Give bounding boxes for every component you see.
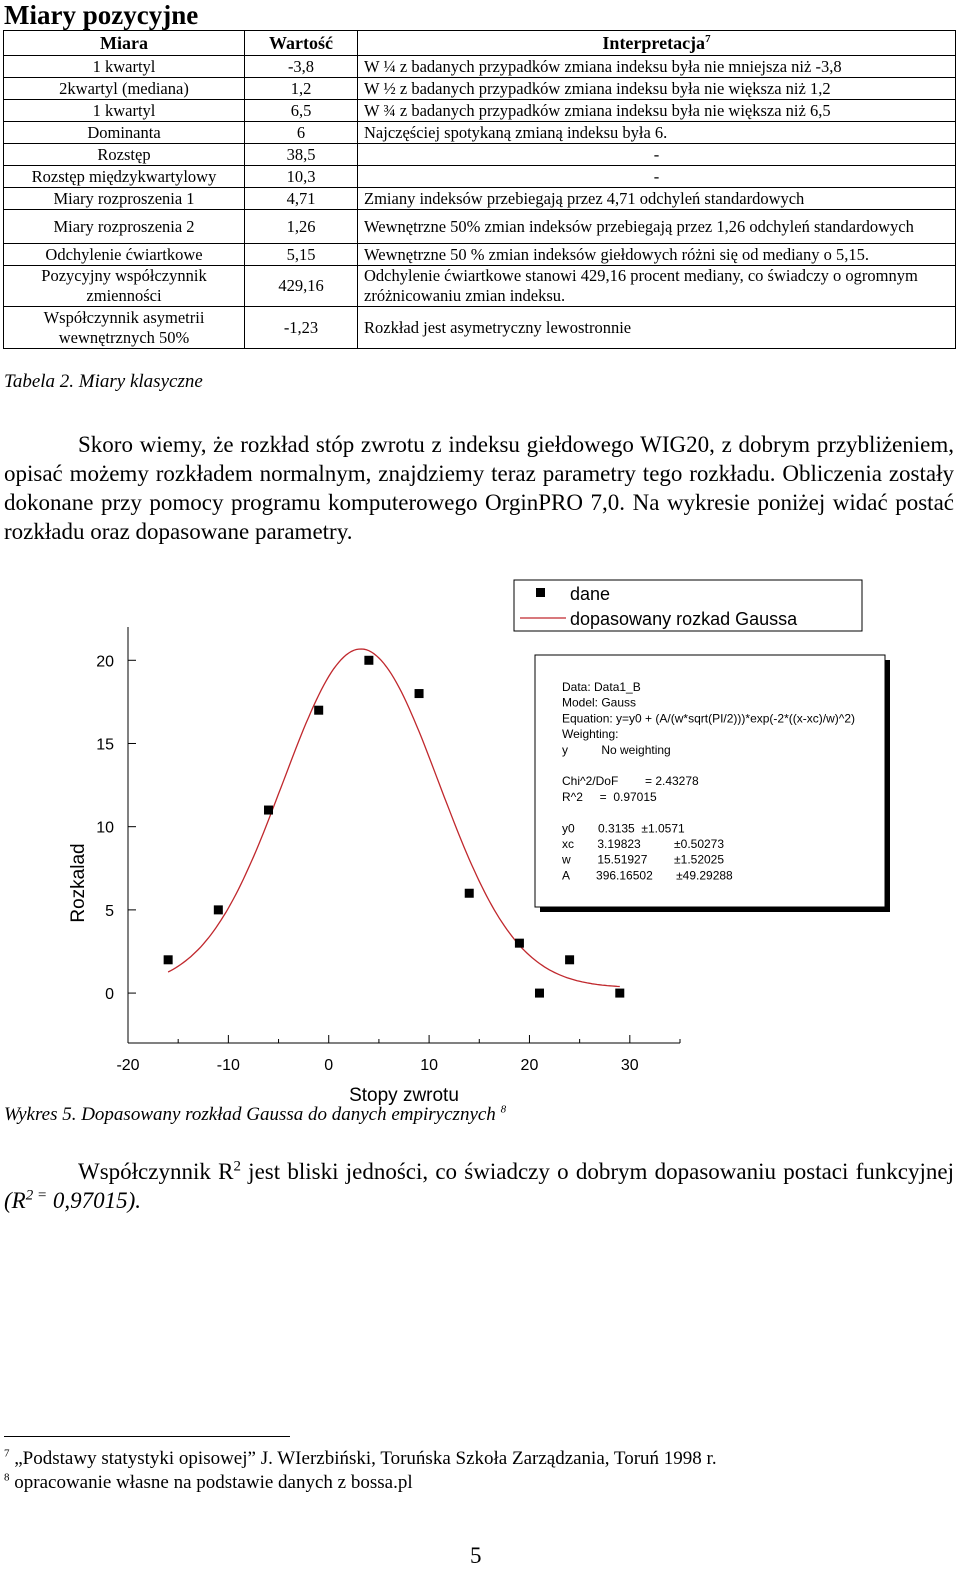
annotation-line: Data: Data1_B	[562, 680, 641, 694]
cell-measure: Rozstęp	[4, 144, 245, 166]
data-point	[415, 689, 424, 698]
x-tick-label: 20	[520, 1057, 539, 1074]
x-tick-label: 0	[324, 1057, 334, 1074]
cell-value: 6,5	[245, 100, 358, 122]
annotation-line: xc 3.19823 ±0.50273	[562, 837, 725, 851]
footnote-ref-8: 8	[500, 1103, 507, 1116]
annotation-line: Weighting:	[562, 727, 619, 742]
annotation-line: R^2 = 0.97015	[562, 789, 657, 804]
cell-value: 5,15	[245, 244, 358, 266]
footnote-ref-7: 7	[705, 33, 711, 45]
section-heading: Miary pozycyjne	[4, 0, 199, 30]
paragraph-intro: Skoro wiemy, że rozkład stóp zwrotu z indeksu giełdowego WIG20, z dobrym przybliżeniem, opisać możemy rozkładem normalnym, znajdziemy teraz parametry tego rozkładu. Obliczenia zostały dokonane przy pomocy programu komputerowego OrginPRO 7,0. Na wykresie poniżej widać postać rozkładu oraz dopasowane parametry.	[4, 432, 954, 544]
cell-value: 429,16	[245, 266, 358, 307]
gauss-fit-chart	[0, 575, 960, 1105]
cell-value: 10,3	[245, 166, 358, 188]
cell-measure: 2kwartyl (mediana)	[4, 78, 245, 100]
data-point	[364, 656, 373, 665]
table-row	[4, 166, 956, 188]
cell-interpretation: W ¼ z badanych przypadków zmiana indeksu była nie mniejsza niż -3,8	[358, 56, 956, 78]
measures-table	[3, 30, 956, 349]
annotation-line: y0 0.3135 ±1.0571	[562, 821, 685, 836]
cell-measure: Miary rozproszenia 2	[4, 210, 245, 244]
cell-value: 6	[245, 122, 358, 144]
cell-value: 1,26	[245, 210, 358, 244]
y-tick-label: 15	[96, 736, 114, 754]
y-tick-label: 0	[105, 986, 114, 1004]
table-row	[4, 244, 956, 266]
legend-marker-dane	[536, 588, 545, 597]
data-point	[465, 889, 474, 898]
chart-svg	[0, 575, 960, 1105]
table-caption: Tabela 2. Miary klasyczne	[4, 371, 203, 392]
y-tick-label: 5	[105, 902, 114, 920]
x-axis-label: Stopy zwrotu	[349, 1085, 459, 1105]
table-header-row	[4, 31, 956, 56]
footnote-7: $^7$ „Podstawy statystyki opisowej” J. WIerzbiński, Toruńska Szkoła Zarządzania, Toruń 1998 r.	[4, 1447, 717, 1469]
page-number: 5	[470, 1543, 482, 1568]
col-header-value: Wartość	[245, 31, 358, 56]
cell-measure: Pozycyjny współczynnik zmienności	[4, 266, 245, 307]
table-row	[4, 266, 956, 307]
cell-measure: Współczynnik asymetrii wewnętrznych 50%	[4, 307, 245, 349]
footnote-8: $^8$ opracowanie własne na podstawie danych z bossa.pl	[4, 1471, 413, 1493]
x-tick-label: -10	[216, 1057, 240, 1074]
annotation-line: y No weighting	[562, 742, 671, 757]
col-header-interpretation: Interpretacja$^7$	[358, 31, 956, 56]
cell-value: 1,2	[245, 78, 358, 100]
table-row	[4, 100, 956, 122]
cell-value: 38,5	[245, 144, 358, 166]
data-point	[164, 955, 173, 964]
cell-measure: Miary rozproszenia 1	[4, 188, 245, 210]
table-row	[4, 56, 956, 78]
cell-interpretation: W ¾ z badanych przypadków zmiana indeksu była nie większa niż 6,5	[358, 100, 956, 122]
annotation-line: Model: Gauss	[562, 695, 637, 710]
table-row	[4, 210, 956, 244]
cell-value: 4,71	[245, 188, 358, 210]
cell-measure: 1 kwartyl	[4, 100, 245, 122]
table-row	[4, 78, 956, 100]
cell-value: -1,23	[245, 307, 358, 349]
x-tick-label: 30	[620, 1057, 639, 1074]
x-tick-label: -20	[116, 1057, 140, 1074]
cell-interpretation: W ½ z badanych przypadków zmiana indeksu była nie większa niż 1,2	[358, 78, 956, 100]
cell-interpretation: -	[358, 166, 956, 188]
col-header-measure: Miara	[4, 31, 245, 56]
y-axis-label: Rozkalad	[68, 843, 89, 923]
legend-label-dane: dane	[570, 584, 611, 604]
cell-measure: Dominanta	[4, 122, 245, 144]
cell-measure: Odchylenie ćwiartkowe	[4, 244, 245, 266]
data-point	[565, 955, 574, 964]
legend-label-gauss: dopasowany rozkad Gaussa	[570, 609, 798, 629]
data-point	[214, 905, 223, 914]
table-row	[4, 122, 956, 144]
chart-caption: Wykres 5. Dopasowany rozkład Gaussa do danych empirycznych $^8$	[4, 1103, 507, 1125]
cell-interpretation: -	[358, 144, 956, 166]
annotation-line: Equation: y=y0 + (A/(w*sqrt(PI/2)))*exp(-2*((x-xc)/w)^2)	[562, 711, 856, 726]
annotation-line: w 15.51927 ±1.52025	[562, 852, 725, 867]
annotation-line: A 396.16502 ±49.29288	[562, 868, 733, 883]
cell-value: -3,8	[245, 56, 358, 78]
cell-measure: Rozstęp międzykwartylowy	[4, 166, 245, 188]
cell-interpretation: Rozkład jest asymetryczny lewostronnie	[358, 307, 956, 349]
table-row	[4, 188, 956, 210]
y-tick-label: 10	[96, 819, 114, 837]
cell-interpretation: Zmiany indeksów przebiegają przez 4,71 odchyleń standardowych	[358, 188, 956, 210]
paragraph-r2: Współczynnik $R^2$ jest bliski jedności, co świadczy o dobrym dopasowaniu postaci funkcyjnej ($R^{2 =}$ 0,97015).	[4, 1158, 954, 1213]
data-point	[314, 706, 323, 715]
y-tick-label: 20	[96, 653, 114, 671]
cell-interpretation: Odchylenie ćwiartkowe stanowi 429,16 procent mediany, co świadczy o ogromnym zróżnicowaniu zmian indeksu.	[358, 266, 956, 307]
data-point	[515, 939, 524, 948]
footnote-divider	[4, 1436, 290, 1437]
data-point	[535, 989, 544, 998]
annotation-line: Chi^2/DoF = 2.43278	[562, 774, 699, 789]
x-tick-label: 10	[420, 1057, 438, 1074]
cell-interpretation: Wewnętrzne 50 % zmian indeksów giełdowych różni się od mediany o 5,15.	[358, 244, 956, 266]
cell-measure: 1 kwartyl	[4, 56, 245, 78]
cell-interpretation: Wewnętrzne 50% zmian indeksów przebiegają przez 1,26 odchyleń standardowych	[358, 210, 956, 244]
data-point	[264, 806, 273, 815]
table-row	[4, 144, 956, 166]
cell-interpretation: Najczęściej spotykaną zmianą indeksu była 6.	[358, 122, 956, 144]
table-row	[4, 307, 956, 349]
data-point	[615, 989, 624, 998]
